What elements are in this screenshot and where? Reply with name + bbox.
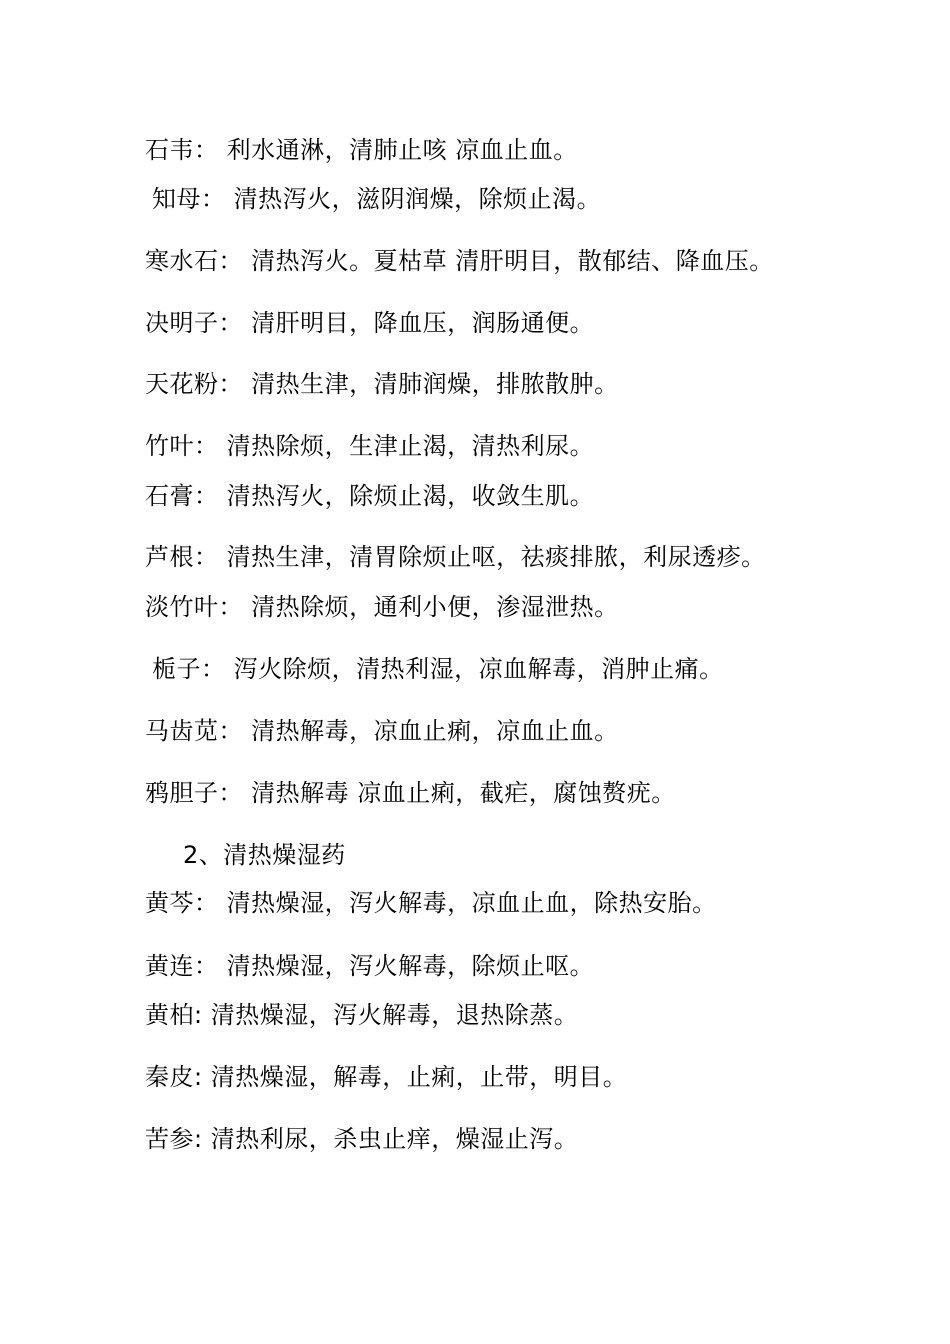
entry-line: 黄连： 清热燥湿，泻火解毒，除烦止呕。 <box>145 952 595 980</box>
entry-line: 苦参: 清热利尿，杀虫止痒，燥湿止泻。 <box>145 1125 579 1153</box>
entry-line: 淡竹叶： 清热除烦，通利小便，渗湿泄热。 <box>145 593 619 621</box>
entry-line: 黄柏: 清热燥湿，泻火解毒，退热除蒸。 <box>145 1001 579 1029</box>
entry-line: 知母： 清热泻火，滋阴润燥，除烦止渴。 <box>152 185 602 213</box>
entry-line: 石韦： 利水通淋，清肺止咳 凉血止血。 <box>145 136 578 164</box>
entry-line: 鸦胆子： 清热解毒 凉血止痢，截疟，腐蚀赘疣。 <box>145 779 676 807</box>
entry-line: 黄芩： 清热燥湿，泻火解毒，凉血止血，除热安胎。 <box>145 889 717 917</box>
entry-line: 竹叶： 清热除烦，生津止渴，清热利尿。 <box>145 432 595 460</box>
entry-line: 石膏： 清热泻火，除烦止渴，收敛生肌。 <box>145 482 595 510</box>
entry-line: 寒水石： 清热泻火。夏枯草 清肝明目，散郁结、降血压。 <box>145 247 774 275</box>
entry-line: 栀子： 泻火除烦，清热利湿，凉血解毒，消肿止痛。 <box>152 655 724 683</box>
section-heading: 2、清热燥湿药 <box>183 841 346 869</box>
entry-line: 秦皮: 清热燥湿，解毒，止痢，止带，明目。 <box>145 1063 628 1091</box>
entry-line: 决明子： 清肝明目，降血压，润肠通便。 <box>145 309 595 337</box>
entry-line: 马齿苋： 清热解毒，凉血止痢，凉血止血。 <box>145 717 619 745</box>
entry-line: 芦根： 清热生津，清胃除烦止呕，祛痰排脓，利尿透疹。 <box>145 543 766 571</box>
entry-line: 天花粉： 清热生津，清肺润燥，排脓散肿。 <box>145 370 619 398</box>
